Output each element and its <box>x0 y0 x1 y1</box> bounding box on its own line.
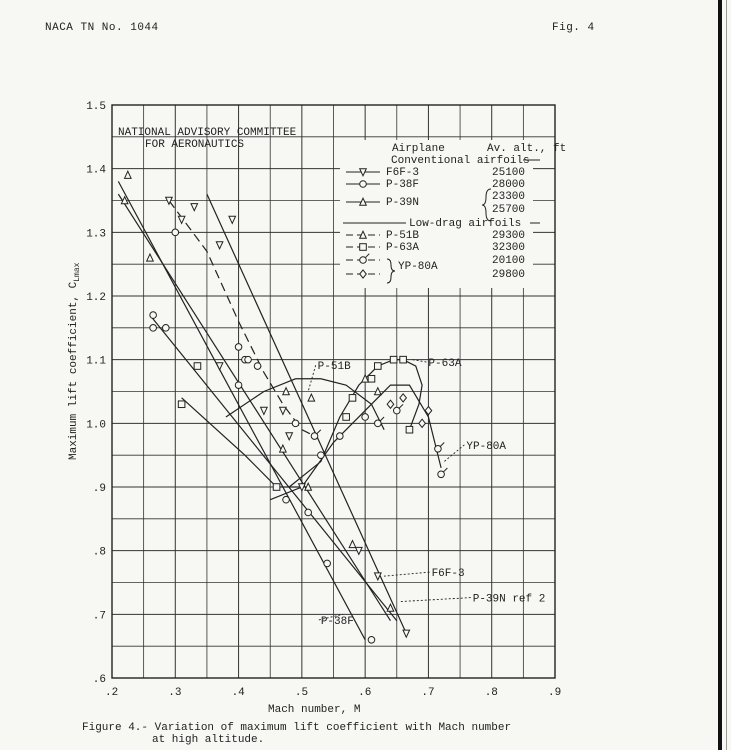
data-point-square <box>273 484 280 491</box>
data-point-down-triangle <box>286 433 293 440</box>
data-point-down-triangle <box>229 216 236 223</box>
svg-text:Maximum lift coefficient, CLma <box>68 262 82 460</box>
data-point-circle <box>245 356 252 363</box>
y-tick-label: 1.4 <box>86 164 106 177</box>
page-edge-line <box>726 0 727 750</box>
document-header-left: NACA TN No. 1044 <box>45 22 159 34</box>
data-point-circle <box>235 344 242 351</box>
legend-group2: Low-drag airfoils <box>409 218 522 230</box>
data-point-flag-circle <box>393 404 403 414</box>
line-p51b-hump <box>226 379 384 430</box>
data-point-square <box>375 363 382 370</box>
legend-alt: 29300 <box>492 230 526 242</box>
data-point-triangle <box>147 254 154 261</box>
data-point-diamond <box>387 400 394 408</box>
x-tick-label: .2 <box>105 687 119 699</box>
legend-name: P-38F <box>386 179 420 191</box>
y-axis-label-sub: Lmax <box>73 262 82 282</box>
x-tick-label: .5 <box>294 687 309 699</box>
figure-caption <box>82 722 511 746</box>
data-point-circle <box>162 325 169 332</box>
data-point-triangle <box>308 394 315 401</box>
figure-number: Fig. 4 <box>552 22 595 34</box>
y-tick-label: 1.3 <box>86 228 106 241</box>
data-point-square <box>349 395 356 402</box>
legend-alt: 20100 <box>492 255 526 267</box>
marker-flag <box>443 468 447 472</box>
y-tick-label: 1.5 <box>86 101 106 113</box>
watermark-line1: NATIONAL ADVISORY COMMITTEE <box>118 127 297 139</box>
annotation-label: YP-80A <box>466 440 507 453</box>
data-point-flag-circle <box>311 430 321 440</box>
legend-marker-circle <box>360 181 367 188</box>
data-point-flag-circle <box>438 468 448 478</box>
legend-name: F6F-3 <box>386 167 420 179</box>
y-tick-label: .6 <box>92 674 106 686</box>
data-point-circle <box>362 414 369 421</box>
data-point-circle <box>292 420 299 427</box>
legend-alt: 28000 <box>492 179 526 191</box>
line-p51b-dash <box>169 201 315 437</box>
caption-line2: at high altitude. <box>152 734 265 746</box>
data-point-down-triangle <box>178 216 185 223</box>
x-tick-label: .7 <box>421 687 435 699</box>
annotation-label: F6F-3 <box>431 568 465 581</box>
marker-flag <box>399 404 403 408</box>
data-point-square <box>343 414 350 421</box>
x-tick-label: .3 <box>168 687 182 699</box>
data-point-circle <box>235 382 242 389</box>
data-point-diamond <box>400 394 407 402</box>
line-p63a-tail <box>403 360 422 430</box>
legend-col2: Av. alt., ft <box>487 143 567 155</box>
data-point-flag-circle <box>435 443 445 453</box>
marker-flag <box>317 430 321 434</box>
legend-group1: Conventional airfoils <box>391 155 530 167</box>
data-point-down-triangle <box>191 204 198 211</box>
data-point-circle <box>337 433 344 440</box>
data-point-circle <box>324 560 331 567</box>
caption-line1: Figure 4.- Variation of maximum lift coefficient with Mach number <box>82 722 512 734</box>
data-point-down-triangle <box>261 407 268 414</box>
data-point-square <box>390 356 397 363</box>
y-tick-label: 1.1 <box>86 355 106 368</box>
annotation-label: P-63A <box>428 358 462 371</box>
y-tick-label: .7 <box>92 610 106 623</box>
data-point-circle <box>368 637 375 644</box>
x-tick-label: .4 <box>231 687 245 699</box>
y-tick-label: .8 <box>92 546 106 559</box>
data-point-circle <box>318 452 325 459</box>
line-p39n-fit-b <box>150 315 397 621</box>
y-tick-label: .9 <box>92 483 106 495</box>
line-p38f-fit <box>118 181 365 639</box>
y-tick-label: 1.0 <box>86 419 106 432</box>
data-point-circle <box>283 496 290 503</box>
x-axis-label: Mach number, M <box>268 704 361 716</box>
data-point-down-triangle <box>403 630 410 637</box>
data-point-down-triangle <box>280 407 287 414</box>
data-point-circle <box>172 229 179 236</box>
legend-alt: 25100 <box>492 167 526 179</box>
x-tick-label: .8 <box>484 687 498 699</box>
legend-alt: 23300 <box>492 191 526 203</box>
y-axis-label: Maximum lift coefficient, C <box>68 281 80 460</box>
annotation-leader <box>444 445 464 462</box>
legend-marker-square <box>360 244 367 251</box>
data-point-circle <box>150 325 157 332</box>
line-yp80a-curve <box>270 385 441 500</box>
annotation-label: P-39N ref 2 <box>472 593 546 606</box>
data-point-square <box>194 363 201 370</box>
page-edge-bar <box>718 0 722 750</box>
data-point-down-triangle <box>216 242 223 249</box>
data-point-circle <box>254 363 261 370</box>
y-tick-label: 1.2 <box>86 292 106 304</box>
legend-alt: 32300 <box>492 242 526 254</box>
x-tick-label: .6 <box>358 687 372 699</box>
data-point-circle <box>305 509 312 516</box>
marker-flag <box>440 443 444 447</box>
legend-name: P-51B <box>386 230 420 242</box>
legend-col1: Airplane <box>392 143 445 155</box>
data-point-triangle <box>349 541 356 548</box>
data-point-square <box>368 375 375 382</box>
legend <box>340 140 566 288</box>
legend-alt-2: 25700 <box>492 204 526 216</box>
data-point-circle <box>150 312 157 319</box>
data-point-square <box>400 356 407 363</box>
x-tick-label: .9 <box>548 687 562 699</box>
legend-name: P-63A <box>386 242 420 254</box>
watermark-line2: FOR AERONAUTICS <box>145 139 245 151</box>
data-point-triangle <box>387 604 394 611</box>
data-point-diamond <box>419 419 426 427</box>
data-point-triangle <box>125 171 132 178</box>
annotation-label: P-51B <box>317 361 351 374</box>
annotation-label: P-38F <box>320 615 354 628</box>
data-point-square <box>406 426 413 433</box>
data-point-flag-circle <box>375 417 385 427</box>
y-axis-label-group <box>68 262 82 460</box>
legend-name: YP-80A <box>398 261 438 273</box>
legend-alt: 29800 <box>492 269 526 281</box>
marker-flag <box>380 417 384 421</box>
data-point-square <box>178 401 185 408</box>
legend-name: P-39N <box>386 197 420 209</box>
annotation-leader <box>384 572 429 576</box>
chart-annotations <box>308 358 545 628</box>
